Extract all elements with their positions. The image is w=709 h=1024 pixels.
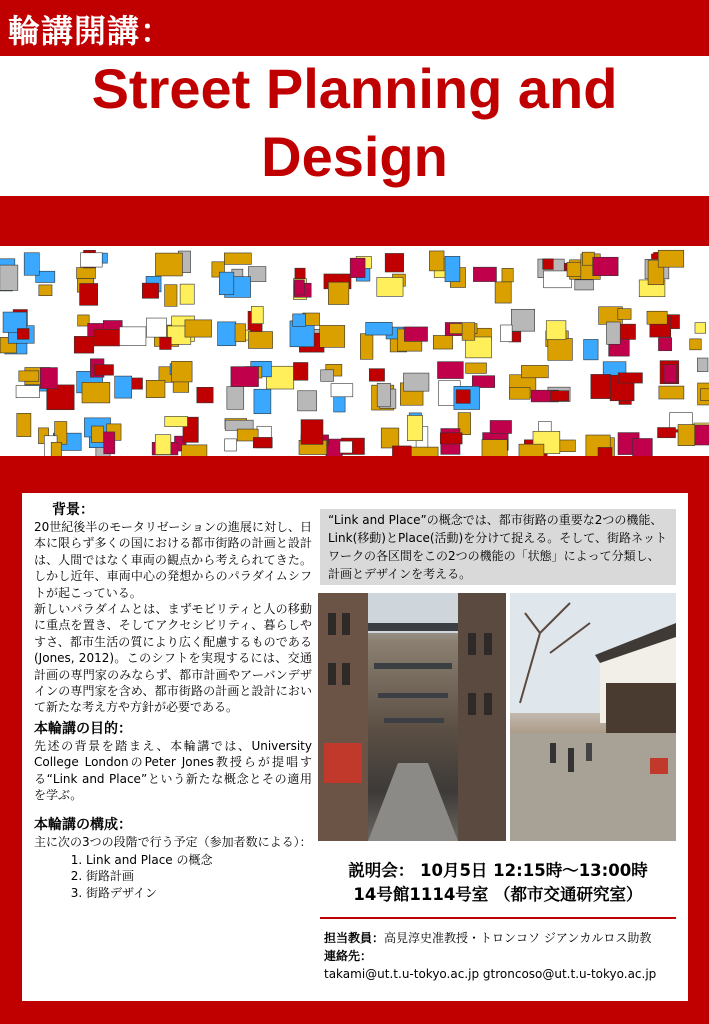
map-parcel xyxy=(146,318,166,337)
purpose-paragraph: 先述の背景を踏まえ、本輪講では、University College LondonのPeter Jones教授らが提唱する“Link and Place”という新たな概念とその適用を学ぶ。 xyxy=(34,738,312,803)
map-parcel xyxy=(472,376,494,388)
structure-step: 2. 街路計画 xyxy=(86,868,312,885)
map-parcel xyxy=(377,383,390,406)
map-parcel xyxy=(81,253,103,267)
map-parcel xyxy=(182,445,207,456)
map-parcel xyxy=(543,259,554,269)
map-parcel xyxy=(519,444,544,456)
structure-step: 1. Link and Place の概念 xyxy=(86,852,312,869)
map-parcel xyxy=(254,389,271,413)
map-parcel xyxy=(598,447,612,456)
map-parcel xyxy=(584,339,598,359)
map-parcel xyxy=(77,268,96,279)
map-parcel xyxy=(224,253,251,264)
map-parcel xyxy=(16,386,39,398)
map-parcel xyxy=(298,391,317,411)
map-parcel xyxy=(301,420,323,445)
land-use-map xyxy=(0,246,709,456)
map-parcel xyxy=(509,388,530,400)
map-parcel xyxy=(320,325,345,347)
land-use-map-image xyxy=(0,246,709,456)
map-parcel xyxy=(482,440,507,456)
info-session-datetime: 説明会： 10月5日 12:15時～13:00時 xyxy=(348,861,648,880)
map-parcel xyxy=(521,365,548,377)
map-parcel xyxy=(445,256,460,281)
title-area xyxy=(0,56,709,196)
teacher-value: 高見淳史准教授・トロンコソ ジアンカルロス助教 xyxy=(384,931,652,945)
header-label: 輪講開講： xyxy=(8,12,174,50)
map-parcel xyxy=(39,285,52,296)
map-parcel xyxy=(664,365,677,383)
map-parcel xyxy=(658,338,671,351)
map-parcel xyxy=(235,324,246,342)
map-parcel xyxy=(490,420,511,433)
map-parcel xyxy=(219,272,234,295)
map-parcel xyxy=(473,267,496,281)
map-parcel xyxy=(385,253,403,272)
map-parcel xyxy=(227,387,244,410)
structure-intro: 主に次の3つの段階で行う予定（参加者数による）： xyxy=(34,834,312,849)
map-parcel xyxy=(253,437,272,447)
top-bar xyxy=(0,0,709,56)
map-parcel xyxy=(142,283,158,298)
street-photo-london-image xyxy=(318,593,506,841)
map-parcel xyxy=(321,370,334,382)
map-parcel xyxy=(293,362,307,380)
map-parcel xyxy=(437,362,463,379)
structure-heading: 本輪講の構成： xyxy=(34,816,132,833)
map-parcel xyxy=(433,335,452,349)
map-parcel xyxy=(248,267,265,282)
map-parcel xyxy=(340,441,352,453)
map-parcel xyxy=(366,322,393,335)
map-parcel xyxy=(180,284,194,304)
red-band xyxy=(0,196,709,246)
structure-step: 3. 街路デザイン xyxy=(86,885,312,902)
map-parcel xyxy=(392,446,411,456)
map-parcel xyxy=(548,338,573,360)
map-parcel xyxy=(546,321,566,340)
map-parcel xyxy=(248,332,272,349)
map-parcel xyxy=(350,258,365,277)
map-parcel xyxy=(404,327,427,341)
map-parcel xyxy=(456,390,470,404)
map-parcel xyxy=(146,380,165,397)
concept-text: “Link and Place”の概念では、都市街路の重要な2つの機能、Link(移動)とPlace(活動)を分けて捉える。そして、街路ネットワークの各区間をこの2つの機能の「状態」によって分類し、計画とデザインを考える。 xyxy=(328,513,667,581)
map-parcel xyxy=(331,384,353,397)
map-parcel xyxy=(293,314,306,326)
contact-label: 連絡先： xyxy=(324,949,373,963)
map-parcel xyxy=(404,373,429,391)
street-photo-kyoto-image xyxy=(510,593,676,841)
map-parcel xyxy=(165,416,188,426)
content-panel xyxy=(22,493,688,1001)
map-parcel xyxy=(92,426,104,442)
contact-block xyxy=(324,929,680,983)
street-photo-kyoto xyxy=(510,593,676,841)
map-parcel xyxy=(74,336,94,353)
background-heading: 背景： xyxy=(52,502,94,518)
map-parcel xyxy=(115,376,132,398)
map-parcel xyxy=(466,363,487,373)
map-parcel xyxy=(618,373,642,383)
title-line-1: Street Planning and xyxy=(91,57,618,120)
map-parcel xyxy=(618,309,631,320)
map-parcel xyxy=(678,425,695,446)
map-parcel xyxy=(429,251,444,271)
map-parcel xyxy=(185,320,212,337)
contact-emails[interactable]: takami@ut.t.u-tokyo.ac.jp gtroncoso@ut.t.u-tokyo.ac.jp xyxy=(324,967,657,981)
teacher-line xyxy=(324,929,680,947)
map-parcel xyxy=(82,382,110,403)
map-parcel xyxy=(502,268,513,282)
map-parcel xyxy=(155,435,171,455)
map-parcel xyxy=(218,322,236,346)
map-parcel xyxy=(550,391,568,401)
map-parcel xyxy=(225,439,237,451)
map-parcel xyxy=(51,442,61,456)
map-parcel xyxy=(160,337,172,349)
map-parcel xyxy=(369,369,384,381)
map-parcel xyxy=(104,432,115,454)
map-parcel xyxy=(659,386,684,399)
left-column xyxy=(34,501,312,901)
map-parcel xyxy=(381,428,399,448)
map-parcel xyxy=(40,368,57,389)
map-parcel xyxy=(24,253,39,276)
map-parcel xyxy=(377,277,403,296)
map-parcel xyxy=(647,311,667,324)
map-parcel xyxy=(197,387,213,403)
purpose-heading: 本輪講の目的： xyxy=(34,720,132,737)
map-parcel xyxy=(251,306,263,323)
map-parcel xyxy=(17,413,31,436)
map-parcel xyxy=(575,280,594,290)
map-parcel xyxy=(606,322,620,344)
map-parcel xyxy=(165,285,177,307)
map-parcel xyxy=(695,323,706,334)
map-parcel xyxy=(462,323,475,341)
structure-steps xyxy=(34,852,312,902)
map-parcel xyxy=(155,253,182,276)
info-session-room: 14号館1114号室 （都市交通研究室） xyxy=(353,885,643,904)
map-parcel xyxy=(172,361,193,382)
map-parcel xyxy=(501,325,513,342)
map-parcel xyxy=(328,282,348,304)
map-parcel xyxy=(360,334,373,360)
map-parcel xyxy=(697,358,708,372)
title-line-2: Design xyxy=(261,125,448,188)
map-parcel xyxy=(495,282,511,303)
teacher-label: 担当教員： xyxy=(324,931,385,945)
info-session-box xyxy=(320,853,676,919)
map-parcel xyxy=(119,327,145,346)
map-parcel xyxy=(593,257,618,275)
map-parcel xyxy=(94,365,113,376)
map-parcel xyxy=(407,415,422,440)
map-parcel xyxy=(700,389,709,401)
map-parcel xyxy=(511,309,534,331)
background-paragraph-1: 20世紀後半のモータリゼーションの進展に対し、日本に限らず多くの国における都市街路の計画と設計は、人間ではなく車両の観点から考えられてきた。しかし近年、車両中心の発想からのパラダイムシフトが起こっている。 xyxy=(34,520,312,600)
concept-box xyxy=(320,509,676,585)
street-photo-london xyxy=(318,593,506,841)
map-parcel xyxy=(658,428,676,438)
map-parcel xyxy=(231,367,259,387)
map-parcel xyxy=(94,329,120,346)
map-parcel xyxy=(591,374,611,398)
map-parcel xyxy=(633,439,653,456)
map-parcel xyxy=(658,250,684,267)
map-parcel xyxy=(19,371,39,381)
background-paragraph-2: 新しいパラダイムとは、まずモビリティと人の移動に重点を置き、そしてアクセシビリティ、暮らしやすさ、都市生活の質により広く配慮するものである(Jones, 2012)。このシフトを実現するには、交通計画の専門家のみならず、都市計画やアーバンデザインの専門家を含め、都市街路の計画と設計において新たな考え方や方針が必要である。 xyxy=(34,602,312,715)
map-parcel xyxy=(411,447,438,456)
map-parcel xyxy=(440,433,462,444)
map-parcel xyxy=(17,329,29,340)
map-parcel xyxy=(80,283,98,305)
map-parcel xyxy=(690,339,701,350)
map-parcel xyxy=(294,280,304,295)
map-parcel xyxy=(0,265,18,290)
